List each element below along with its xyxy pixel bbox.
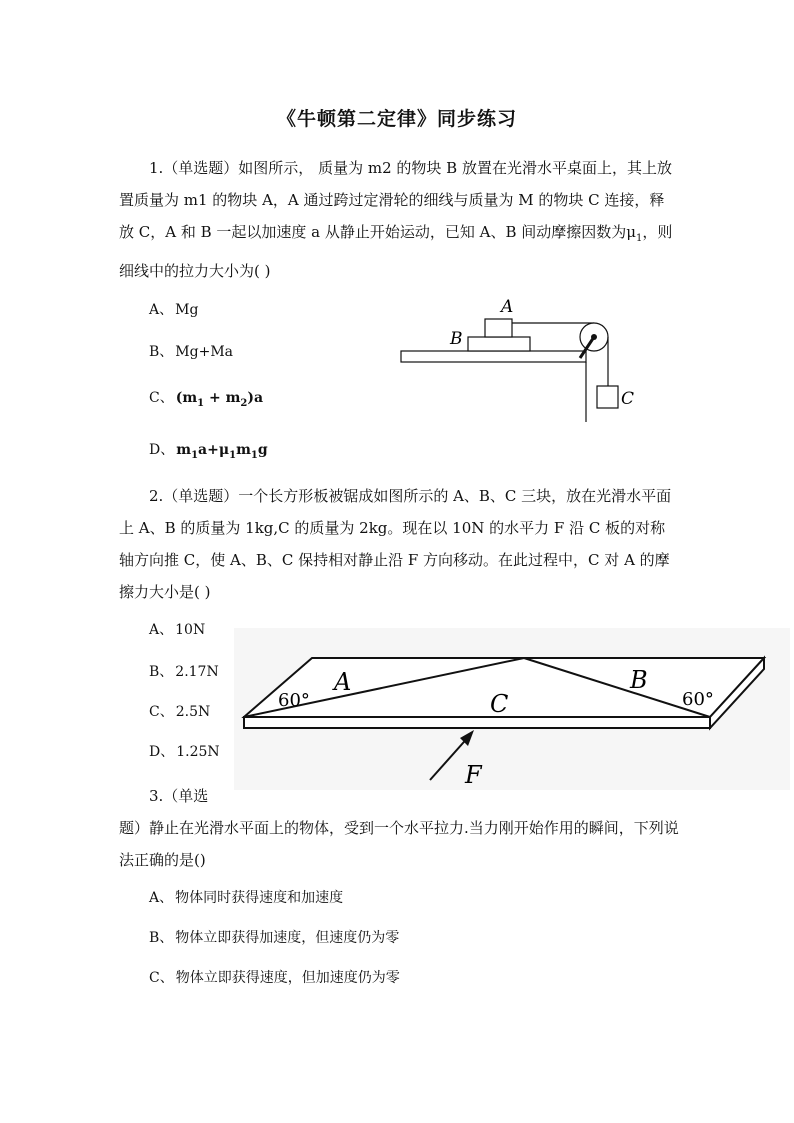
tabletop [401, 351, 586, 362]
q1-option-a[interactable]: A、 Mg [149, 302, 199, 318]
label-b: B [450, 329, 463, 349]
q3-option-b[interactable]: B、 物体立即获得加速度，但速度仍为零 [149, 930, 400, 946]
q3-option-c[interactable]: C、 物体立即获得速度，但加速度仍为零 [149, 970, 400, 986]
pulley-diagram [398, 290, 648, 425]
question-2-text: 2.（单选题）一个长方形板被锯成如图所示的 A、B、C 三块，放在光滑水平面上 A、B 的质量为 1kg,C 的质量为 2kg。现在以 10N 的水平力 F 沿 C 板的对称轴方向推 C，使 A、B、C 保持相对静止沿 F 方向移动。在此过程中，C 对 A 的摩擦力大小是( ) [119, 487, 672, 601]
question-3-text: 题）静止在光滑水平面上的物体，受到一个水平拉力.当力刚开始作用的瞬间，下列说法正确的是() [119, 819, 679, 869]
question-1-text-pre: 1.（单选题）如图所示， 质量为 m2 的物块 B 放置在光滑水平桌面上，其上放置质量为 m1 的物块 A，A 通过跨过定滑轮的细线与质量为 M 的物块 C 连接，释放 C，A 和 B 一起以加速度 a 从静止开始运动，已知 A、B 间动摩擦因数为 [119, 159, 672, 241]
question-3-text-start: 3.（单选 [149, 787, 209, 805]
mu-symbol: μ [626, 223, 637, 241]
q2-option-b[interactable]: B、 2.17N [149, 664, 219, 680]
q2-option-c[interactable]: C、 2.5N [149, 704, 211, 720]
label-a: A [501, 297, 514, 317]
label-c: C [621, 389, 635, 409]
q2-option-d[interactable]: D、 1.25N [149, 744, 220, 760]
mu-subscript: 1 [636, 233, 643, 244]
block-c [597, 386, 618, 408]
block-b [468, 337, 530, 351]
angle-left-label: 60° [278, 690, 310, 711]
question-1-text [119, 152, 679, 287]
board-front-edge [244, 717, 710, 728]
sawn-board-diagram [234, 628, 790, 790]
q1-option-b[interactable]: B、 Mg+Ma [149, 344, 234, 360]
q1-option-c[interactable]: C、 $(m_1 + m_2)a$ [149, 390, 264, 409]
label-a: A [334, 668, 352, 696]
label-f: F [465, 761, 482, 789]
angle-right-label: 60° [682, 689, 714, 710]
page-title: 《牛顿第二定律》同步练习 [276, 108, 517, 130]
block-a [485, 319, 512, 337]
q2-option-a[interactable]: A、 10N [149, 622, 206, 638]
question-1-text-post: ，则细线中的拉力大小为( ) [119, 223, 673, 280]
label-c: C [490, 690, 509, 718]
label-b: B [630, 666, 648, 694]
q1-option-d[interactable]: D、 $m_1a+\mu_1m_1g$ [149, 442, 268, 461]
q3-option-a[interactable]: A、 物体同时获得速度和加速度 [149, 890, 344, 906]
